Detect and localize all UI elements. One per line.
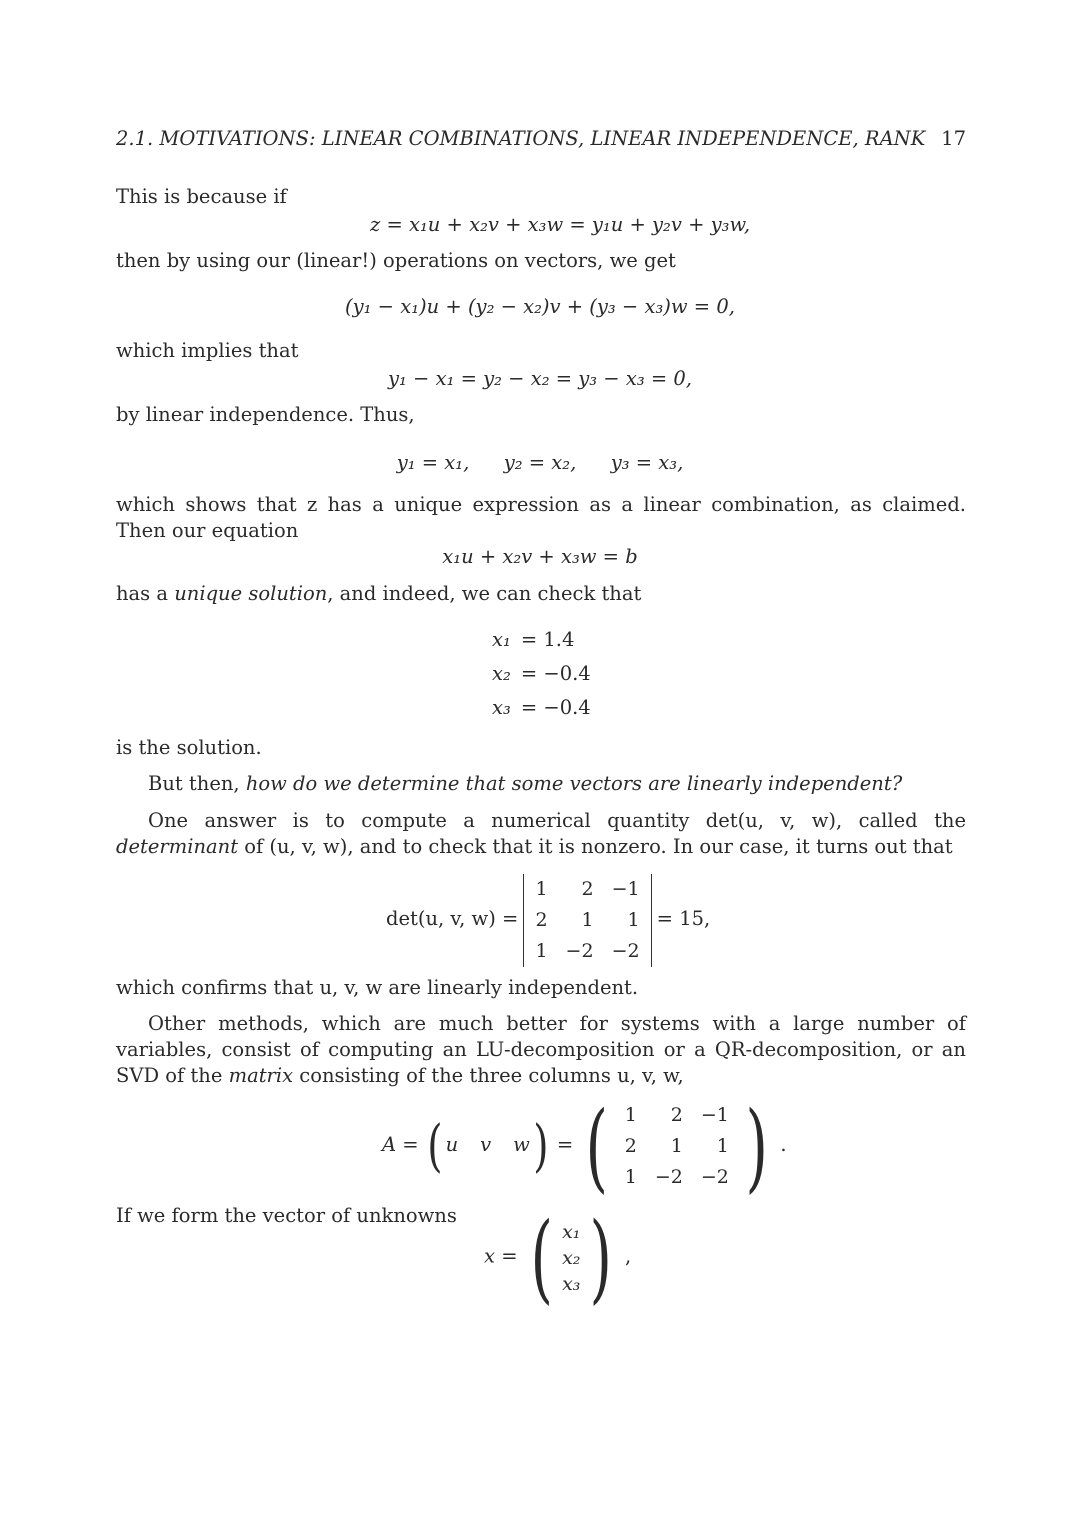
paragraph: But then, how do we determine that some vectors are linearly independent? [148, 772, 903, 795]
equation: (y₁ − x₁)u + (y₂ − x₂)v + (y₃ − x₃)w = 0, [345, 295, 735, 318]
matrix-cell: x₂ [562, 1247, 581, 1269]
sol-lhs: x₃ [492, 696, 511, 719]
vector-x [560, 1219, 582, 1297]
matrix-cell: 1 [670, 1135, 683, 1157]
solution-block [490, 622, 593, 726]
sol-rhs: = 1.4 [520, 628, 575, 651]
equation: y₁ − x₁ = y₂ − x₂ = y₃ − x₃ = 0, [388, 367, 692, 390]
matrix-cell: −1 [700, 1104, 729, 1126]
x-lhs: x = [484, 1244, 518, 1268]
equation: y₁ = x₁, [396, 451, 470, 474]
matrix-cell: 2 [581, 878, 594, 900]
determinant-matrix [523, 874, 651, 967]
paragraph: has a unique solution, and indeed, we can check that [116, 582, 642, 605]
equation: z = x₁u + x₂v + x₃w = y₁u + y₂v + y₃w, [369, 213, 751, 236]
sol-lhs: x₂ [492, 662, 511, 685]
paragraph: by linear independence. Thus, [116, 403, 415, 426]
sol-rhs: = −0.4 [520, 696, 591, 719]
equation: y₂ = x₂, [503, 451, 577, 474]
emphasis: determinant [116, 835, 239, 858]
matrix-cell: 1 [716, 1135, 729, 1157]
equation-row [0, 450, 1080, 476]
A-lhs: A = [382, 1133, 419, 1156]
equation: y₃ = x₃, [610, 451, 684, 474]
matrix-cell: −2 [565, 940, 594, 962]
equation: x₁u + x₂v + x₃w = b [442, 545, 638, 568]
paragraph: is the solution. [116, 736, 262, 759]
paragraph: which shows that z has a unique expression as a linear combination, as claimed. Then our equation [116, 493, 966, 542]
matrix-cell: 1 [627, 909, 640, 931]
paragraph: One answer is to compute a numerical quantity det(u, v, w), called the determinant of (u, v, w), and to check that it is nonzero. In our case, it turns out that [116, 809, 966, 858]
paragraph: which implies that [116, 339, 299, 362]
matrix-cell: 2 [624, 1135, 637, 1157]
matrix-cell: 1 [624, 1166, 637, 1188]
paragraph: then by using our (linear!) operations on vectors, we get [116, 249, 676, 272]
matrix-A [616, 1100, 738, 1193]
matrix-cell: 1 [581, 909, 594, 931]
matrix-cell: 1 [535, 878, 548, 900]
paragraph: Other methods, which are much better for systems with a large number of variables, consist of computing an LU-decomposition or a QR-decomposition, or an SVD of the matrix consisting of the three columns u, v, w, [116, 1012, 966, 1087]
matrix-equation: A = ( u v w) = ( 1 2 −1 2 1 1 1 −2 −2 ) . [382, 1090, 787, 1203]
header-title: 2.1. MOTIVATIONS: LINEAR COMBINATIONS, LINEAR INDEPENDENCE, RANK [116, 127, 926, 150]
matrix-cell: x₃ [562, 1273, 581, 1295]
matrix-cell: x₁ [562, 1221, 581, 1243]
sol-lhs: x₁ [492, 628, 511, 651]
det-lhs: det(u, v, w) = [386, 907, 519, 930]
paragraph: If we form the vector of unknowns [116, 1204, 457, 1227]
matrix-cell: 2 [670, 1104, 683, 1126]
matrix-cell: −2 [654, 1166, 683, 1188]
paragraph: This is because if [116, 185, 287, 208]
sol-rhs: = −0.4 [520, 662, 591, 685]
page-number: 17 [941, 127, 966, 150]
det-rhs: = 15, [656, 907, 711, 930]
matrix-cell: 1 [624, 1104, 637, 1126]
matrix-cell: −2 [611, 940, 640, 962]
emphasis: how do we determine that some vectors are linearly independent? [245, 772, 903, 795]
paragraph: which confirms that u, v, w are linearly independent. [116, 976, 639, 999]
matrix-cell: −2 [700, 1166, 729, 1188]
matrix-cell: 1 [535, 940, 548, 962]
determinant-equation [386, 874, 710, 967]
emphasis: matrix [228, 1064, 294, 1087]
matrix-cell: 2 [535, 909, 548, 931]
emphasis: unique solution [174, 582, 328, 605]
vector-equation: x = ( x₁ x₂ x₃ ) , [484, 1202, 632, 1314]
running-header [116, 127, 966, 150]
matrix-cell: −1 [611, 878, 640, 900]
